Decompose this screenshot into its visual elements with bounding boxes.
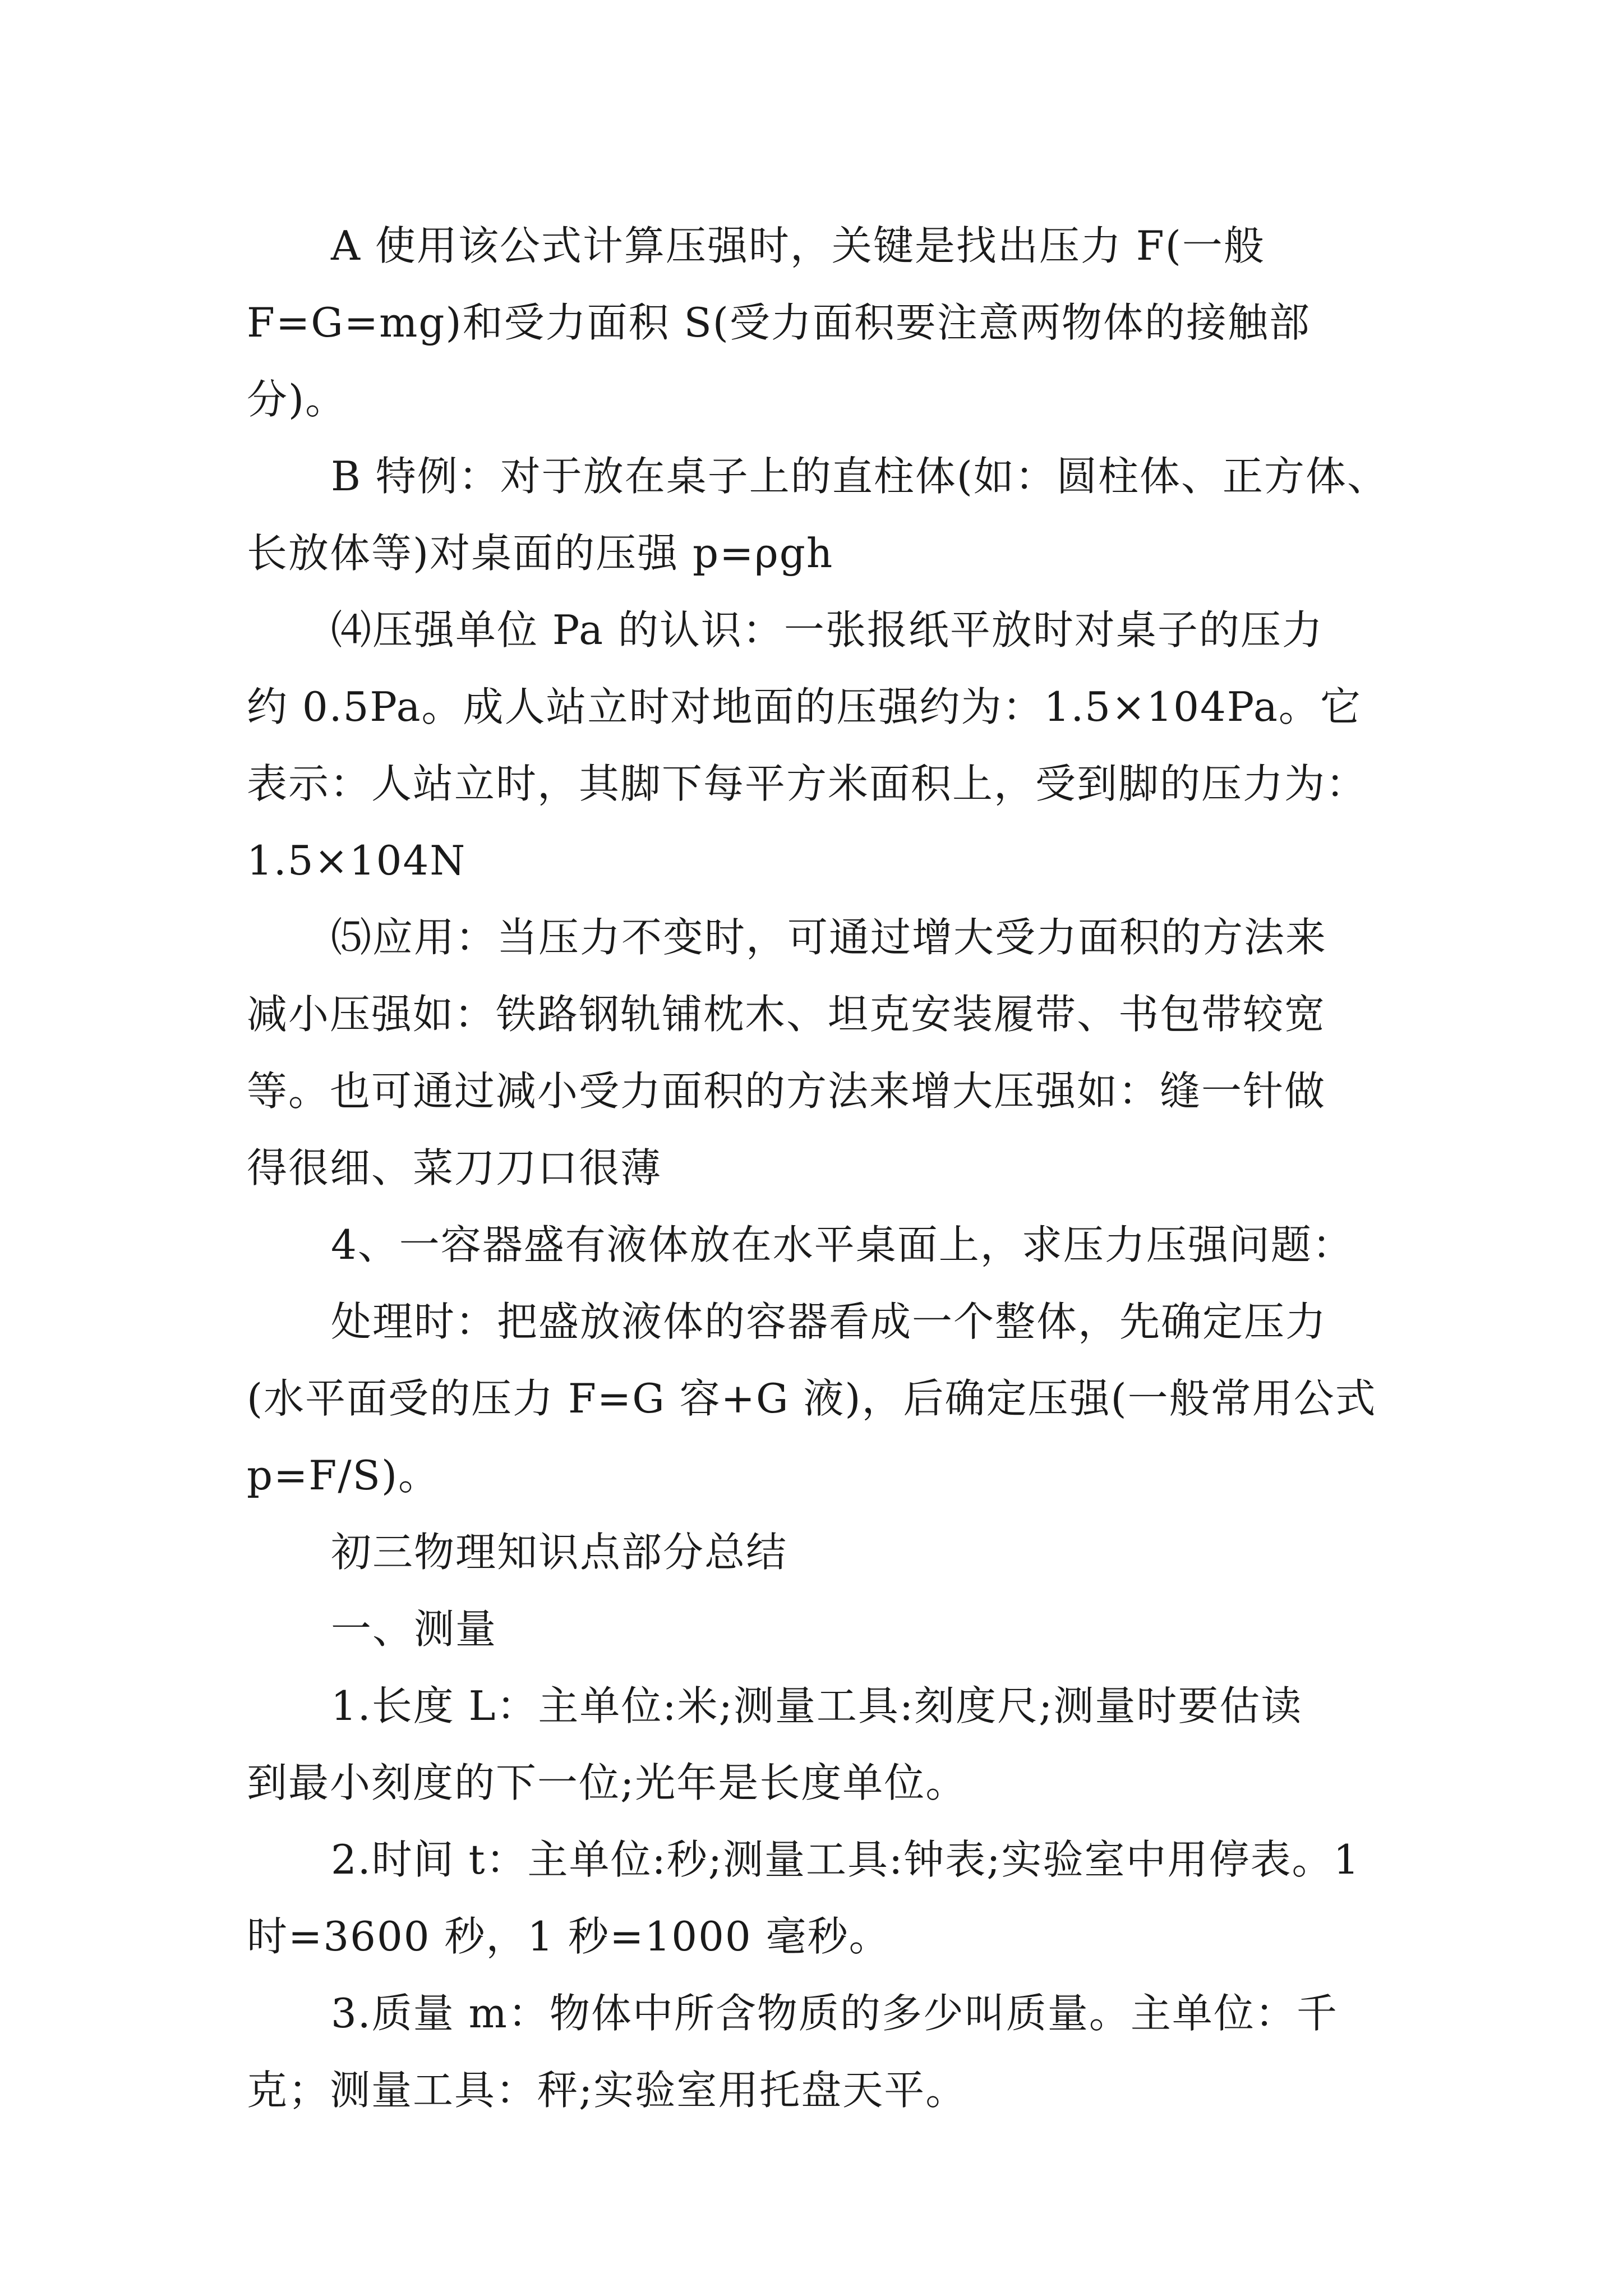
text-line: 3.质量 m：物体中所含物质的多少叫质量。主单位：千	[331, 1990, 1338, 2037]
text-line: p=F/S)。	[247, 1452, 440, 1499]
paragraph-container-problem	[247, 1207, 1402, 1283]
text-line: ⑸应用：当压力不变时，可通过增大受力面积的方法来	[331, 914, 1327, 961]
text-line: 约 0.5Pa。成人站立时对地面的压强约为：1.5×104Pa。它	[247, 683, 1362, 730]
document-body	[247, 208, 1402, 2129]
paragraph-time	[247, 1821, 1402, 1975]
section-title	[247, 1514, 1402, 1591]
text-line: 1.长度 L：主单位:米;测量工具:刻度尺;测量时要估读	[331, 1682, 1303, 1729]
text-line: 长放体等)对桌面的压强 p=ρgh	[247, 530, 834, 577]
text-line: 初三物理知识点部分总结	[331, 1529, 788, 1576]
text-line: 4、一容器盛有液体放在水平桌面上，求压力压强问题：	[331, 1221, 1354, 1268]
text-line: F=G=mg)和受力面积 S(受力面积要注意两物体的接触部分)。	[247, 299, 1311, 423]
section-heading-measurement	[247, 1591, 1402, 1668]
text-line: ⑷压强单位 Pa 的认识：一张报纸平放时对桌子的压力	[331, 606, 1324, 654]
paragraph-treatment	[247, 1283, 1402, 1514]
text-line: 1.5×104N	[247, 837, 467, 884]
text-line: (水平面受的压力 F=G 容+G 液)，后确定压强(一般常用公式	[247, 1375, 1377, 1422]
text-line: 表示：人站立时，其脚下每平方米面积上，受到脚的压力为：	[247, 760, 1368, 807]
text-line: 一、测量	[331, 1605, 497, 1653]
text-line: 等。也可通过减小受力面积的方法来增大压强如：缝一针做	[247, 1068, 1326, 1115]
text-line: 处理时：把盛放液体的容器看成一个整体，先确定压力	[331, 1298, 1327, 1345]
paragraph-special-case	[247, 438, 1402, 592]
text-line: A 使用该公式计算压强时，关键是找出压力 F(一般	[331, 222, 1265, 269]
paragraph-length	[247, 1668, 1402, 1821]
text-line: 得很细、菜刀刀口很薄	[247, 1144, 662, 1191]
text-line: 到最小刻度的下一位;光年是长度单位。	[247, 1759, 967, 1806]
paragraph-mass	[247, 1975, 1402, 2129]
text-line: 时=3600 秒，1 秒=1000 毫秒。	[247, 1913, 891, 1960]
paragraph-pascal-unit	[247, 592, 1402, 899]
text-line: 减小压强如：铁路钢轨铺枕木、坦克安装履带、书包带较宽	[247, 991, 1326, 1038]
paragraph-formula-usage	[247, 208, 1402, 438]
paragraph-application	[247, 899, 1402, 1207]
text-line: 克；测量工具：秤;实验室用托盘天平。	[247, 2067, 967, 2114]
text-line: 2.时间 t：主单位:秒;测量工具:钟表;实验室中用停表。1	[331, 1836, 1361, 1883]
text-line: B 特例：对于放在桌子上的直柱体(如：圆柱体、正方体、	[331, 453, 1389, 500]
